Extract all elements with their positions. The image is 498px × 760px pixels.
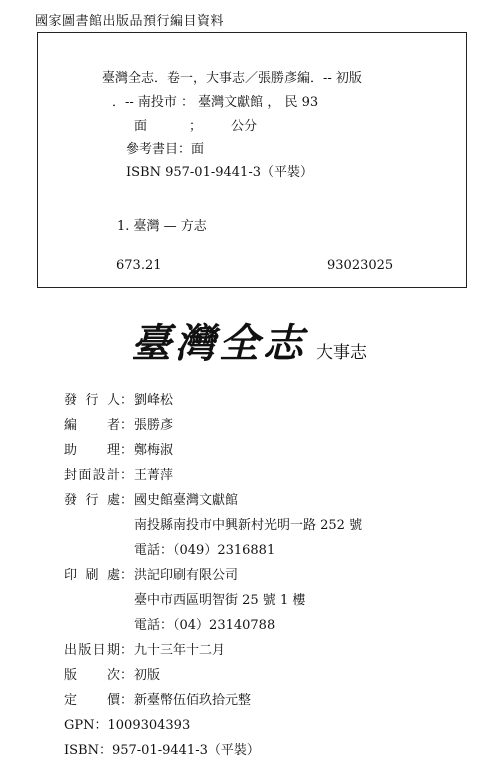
info-label-text: 定價 [64,693,120,708]
info-value: 電話：（049）2316881 [134,543,276,558]
cip-box [37,32,467,288]
info-label: 定價： [64,693,134,708]
cip-title-line: 臺灣全志．卷一，大事志／張勝彥編．-- 初版 [102,71,362,86]
info-row-edition [64,667,160,685]
info-label-text: 出版日期 [64,643,120,658]
info-label-text: 版次 [64,668,120,683]
info-label: 版次： [64,668,134,683]
info-row-publisher-phone [64,542,275,560]
info-value: 王菁萍 [134,468,174,483]
book-title [0,312,498,369]
info-label-text: 編者 [64,418,120,433]
info-label: 封面設計： [64,468,134,483]
info-value: 南投縣南投市中興新村光明一路 252 號 [134,518,363,533]
info-row-printer-address [64,592,305,610]
info-value: 洪記印刷有限公司 [134,568,239,583]
info-row-printer-phone [64,617,275,635]
info-value: 張勝彥 [134,418,174,433]
info-value: 國史館臺灣文獻館 [134,493,239,508]
info-row-isbn: ISBN：957-01-9441-3（平裝） [64,743,260,758]
cip-class-number: 673.21 [116,258,162,273]
cip-bibliography-line: 參考書目：面 [126,142,205,157]
cip-pages-label: 面 [134,119,148,134]
cip-subject-line: 1. 臺灣 — 方志 [117,219,207,234]
info-value: 九十三年十二月 [134,643,226,658]
info-value: 鄭梅淑 [134,443,174,458]
cip-record-number: 93023025 [327,258,394,273]
info-label: 出版日期： [64,643,134,658]
info-label: 發行人： [64,393,134,408]
info-label: 編者： [64,418,134,433]
book-title-sub: 大事志 [316,343,368,363]
info-value: 初版 [134,668,161,683]
info-row-printer [64,567,238,585]
cip-isbn-line: ISBN 957-01-9441-3（平裝） [126,165,313,180]
info-row-assistant [64,442,173,460]
info-row-price [64,692,251,710]
info-label-text: 封面設計 [64,468,120,483]
cip-header: 國家圖書館出版品預行編目資料 [35,14,225,29]
info-value: 電話：（04）23140788 [134,618,276,633]
info-label: 助理： [64,443,134,458]
book-title-main: 臺灣全志 [130,320,307,367]
info-label-text: 印刷處 [64,568,120,583]
info-row-cover-design [64,467,173,485]
cip-semicolon: ； [189,119,203,134]
cip-size-label: 公分 [231,119,258,134]
info-value: 劉峰松 [134,393,174,408]
info-row-gpn: GPN：1009304393 [64,718,191,733]
info-row-publisher-office [64,492,238,510]
info-label: 印刷處： [64,568,134,583]
info-label-text: 發行人 [64,393,120,408]
info-label-text: 助理 [64,443,120,458]
info-row-publisher-address [64,517,362,535]
info-value: 臺中市西區明智街 25 號 1 樓 [134,593,306,608]
info-label-text: 發行處 [64,493,120,508]
info-row-publisher-person [64,392,173,410]
info-value: 新臺幣伍佰玖拾元整 [134,693,252,708]
info-row-editor [64,417,173,435]
info-row-publish-date [64,642,225,660]
cip-publisher-line: ．-- 南投市 ： 臺灣文獻館 ， 民 93 [112,95,319,110]
info-label: 發行處： [64,493,134,508]
